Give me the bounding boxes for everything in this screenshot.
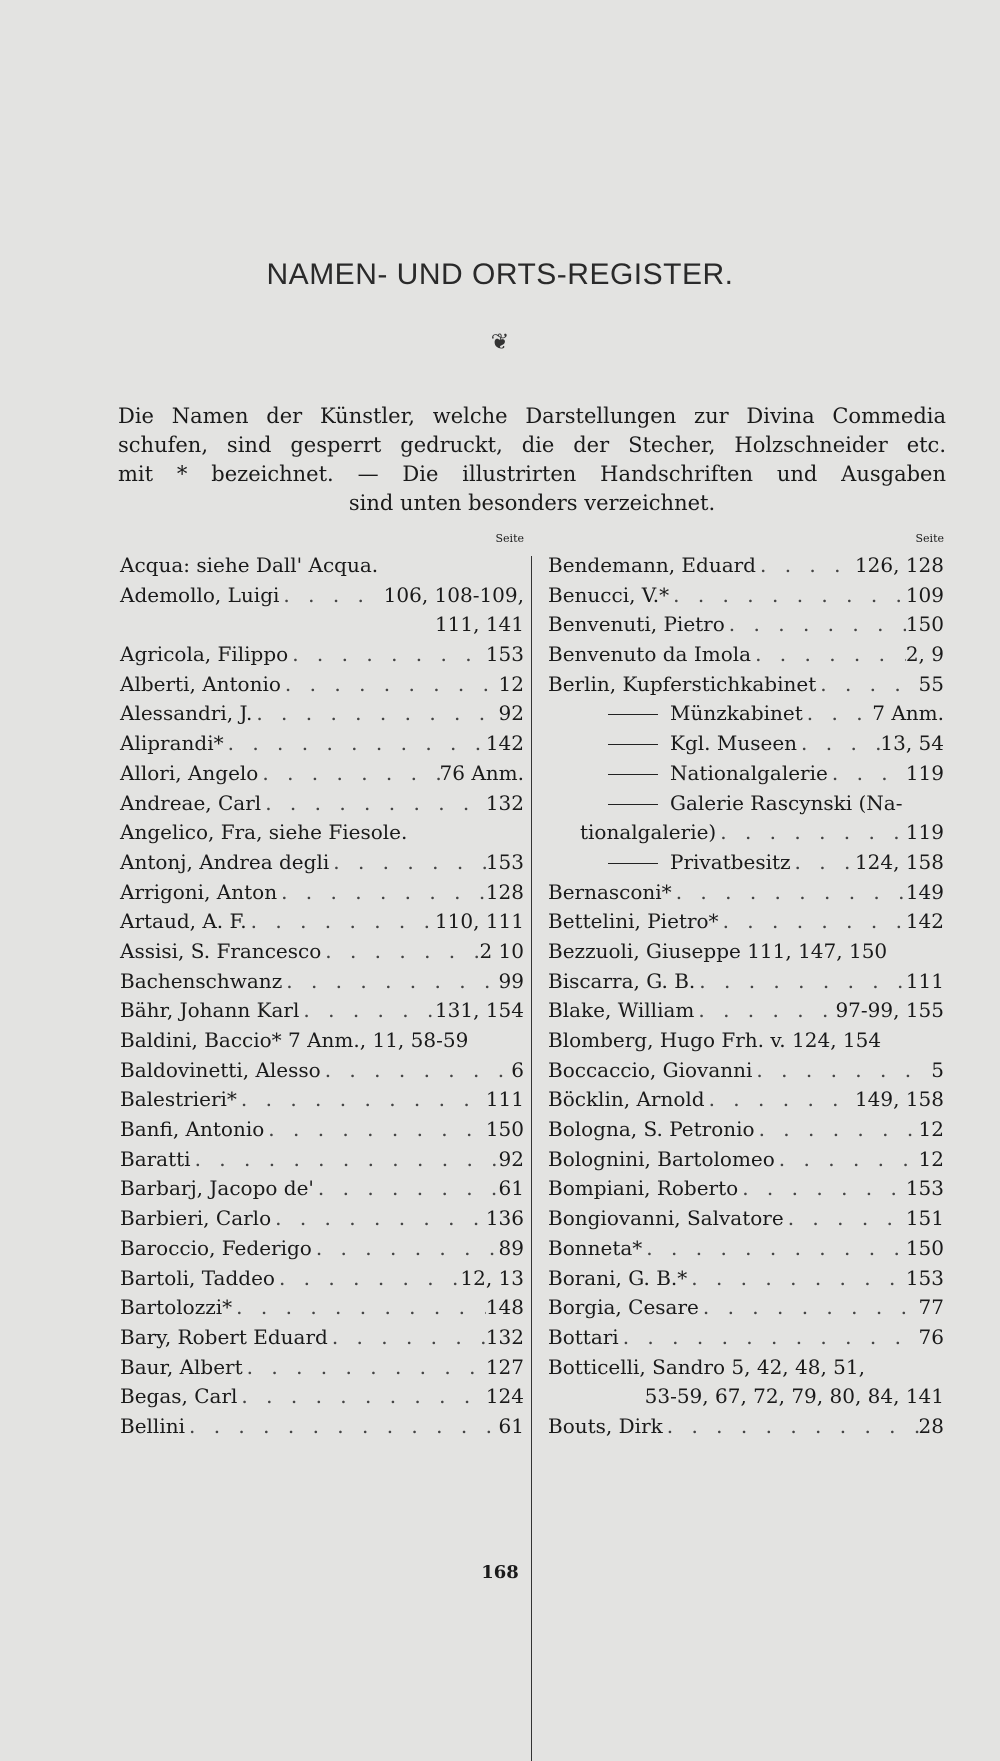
entry-pages: 2 10 [479, 938, 524, 963]
entry-name-text: Andreae, Carl [120, 790, 262, 815]
entry-pages: 13, 54 [880, 731, 944, 756]
leader-dots [314, 1174, 499, 1204]
leader-dots [816, 670, 918, 700]
leader-dots [271, 1204, 486, 1234]
leader-dots [687, 1264, 906, 1294]
index-entry [548, 1115, 944, 1145]
index-entry [120, 670, 524, 700]
entry-name-text: Bottari [548, 1324, 619, 1349]
index-entry [548, 907, 944, 937]
index-entry [120, 1234, 524, 1264]
entry-pages: 132 [485, 790, 524, 815]
index-entry [120, 848, 524, 878]
entry-name-text: Banfi, Antonio [120, 1117, 265, 1142]
leader-dots [694, 996, 835, 1026]
leader-dots [775, 1145, 919, 1175]
entry-name [120, 1412, 185, 1442]
entry-name [548, 1056, 752, 1086]
entry-name [548, 996, 694, 1026]
left-entry-list [120, 551, 524, 1442]
ditto-dash [608, 774, 658, 775]
entry-name-text: Blomberg, Hugo Frh. v. 124, 154 [548, 1028, 882, 1052]
leader-dots [299, 996, 435, 1026]
entry-name-text: Kgl. Museen [670, 731, 798, 756]
entry-pages: 12 [498, 671, 524, 696]
entry-name-text: Galerie Rascynski (Na- [670, 790, 903, 815]
entry-name [548, 1323, 619, 1353]
entry-name [548, 551, 756, 581]
entry-name-text: Bartoli, Taddeo [120, 1265, 275, 1290]
index-entry [120, 967, 524, 997]
entry-name [548, 818, 716, 848]
leader-dots [275, 1264, 460, 1294]
entry-name-text: Bary, Robert Eduard [120, 1324, 328, 1349]
leader-dots [237, 1085, 486, 1115]
entry-name [120, 878, 277, 908]
entry-name [120, 581, 279, 611]
entry-name [120, 1056, 321, 1086]
index-entry [120, 878, 524, 908]
entry-name-text: Blake, William [548, 998, 695, 1023]
entry-name-text: Begas, Carl [120, 1384, 238, 1409]
index-entry [548, 551, 944, 581]
index-entry [120, 1026, 524, 1056]
entry-pages: 132 [485, 1324, 524, 1349]
leader-dots [695, 967, 906, 997]
entry-name [548, 789, 903, 819]
column-header-seite: Seite [495, 532, 524, 545]
entry-name [120, 1293, 232, 1323]
entry-name [120, 1085, 237, 1115]
index-entry [548, 670, 944, 700]
entry-name [120, 1264, 275, 1294]
intro-line-1: Die Namen der Künstler, welche Darstellungen zur Divina Commedia [118, 404, 946, 428]
leader-dots [185, 1412, 499, 1442]
leader-dots [232, 1293, 486, 1323]
index-entry [120, 1353, 524, 1383]
entry-pages: 6 [511, 1057, 524, 1082]
leader-dots [716, 818, 906, 848]
leader-dots [669, 581, 906, 611]
entry-name-text: Benvenuti, Pietro [548, 612, 725, 637]
entry-name-text: Allori, Angelo [120, 760, 259, 785]
entry-name-text: Aliprandi* [120, 731, 224, 756]
entry-pages: 150 [905, 1235, 944, 1260]
entry-name-text: Baroccio, Federigo [120, 1235, 312, 1260]
index-entry [548, 789, 944, 819]
index-entry [548, 848, 944, 878]
entry-name-text: Boccaccio, Giovanni [548, 1057, 753, 1082]
entry-pages: 153 [905, 1176, 944, 1201]
entry-name [120, 996, 299, 1026]
entry-name [120, 1174, 314, 1204]
index-entry [548, 1026, 944, 1056]
leader-dots [642, 1234, 906, 1264]
leader-dots [752, 1056, 931, 1086]
entry-pages: 110, 111 [434, 909, 524, 934]
entry-name-text: Angelico, Fra, siehe Fiesole. [120, 820, 408, 845]
leader-dots [258, 759, 439, 789]
entry-pages: 127 [485, 1354, 524, 1379]
entry-name-text: Bompiani, Roberto [548, 1176, 739, 1201]
entry-name [548, 1204, 784, 1234]
entry-name [548, 1412, 663, 1442]
entry-pages: 149 [905, 879, 944, 904]
entry-pages: 5 [931, 1057, 944, 1082]
entry-name-text: Balestrieri* [120, 1087, 237, 1112]
entry-name [548, 610, 725, 640]
index-entry [120, 1264, 524, 1294]
entry-name [120, 729, 224, 759]
index-entry [548, 818, 944, 848]
entry-name [120, 759, 258, 789]
entry-pages: 61 [498, 1413, 524, 1438]
entry-pages: 7 Anm. [872, 701, 944, 726]
index-entry [548, 1056, 944, 1086]
entry-name [548, 937, 887, 967]
leader-dots [328, 1323, 486, 1353]
leader-dots [756, 551, 855, 581]
leader-dots [699, 1293, 919, 1323]
entry-pages: 89 [498, 1235, 524, 1260]
index-entry [120, 640, 524, 670]
entry-pages: 111 [485, 1087, 524, 1112]
leader-dots [288, 640, 486, 670]
entry-pages: 136 [485, 1206, 524, 1231]
index-entry [548, 581, 944, 611]
intro-line-4: sind unten besonders verzeichnet. [348, 491, 716, 515]
entry-pages: 153 [905, 1265, 944, 1290]
left-column [120, 531, 524, 1442]
entry-pages: 111, 141 [434, 612, 524, 637]
entry-name-text: Barbieri, Carlo [120, 1206, 272, 1231]
leader-dots [279, 581, 383, 611]
index-entry [120, 937, 524, 967]
entry-pages: 92 [498, 701, 524, 726]
entry-name [120, 1382, 237, 1412]
ditto-dash [608, 714, 658, 715]
leader-dots [321, 937, 479, 967]
leader-dots [619, 1323, 919, 1353]
index-entry [120, 759, 524, 789]
entry-name-text: Alessandri, J. [120, 701, 253, 726]
entry-name-text: tionalgalerie) [580, 820, 717, 845]
entry-name-text: Biscarra, G. B. [548, 968, 696, 993]
leader-dots [803, 699, 872, 729]
entry-name-text: Agricola, Filippo [120, 642, 289, 667]
entry-pages: 151 [905, 1206, 944, 1231]
leader-dots [705, 1085, 855, 1115]
index-entry [120, 1293, 524, 1323]
index-entry [548, 1085, 944, 1115]
entry-pages: 148 [485, 1295, 524, 1320]
index-entry [548, 1293, 944, 1323]
leader-dots [738, 1174, 906, 1204]
entry-name [120, 670, 281, 700]
entry-pages: 142 [485, 731, 524, 756]
entry-name [120, 1115, 264, 1145]
entry-pages: 99 [498, 968, 524, 993]
leader-dots [264, 1115, 486, 1145]
leader-dots [719, 907, 906, 937]
leader-dots [784, 1204, 906, 1234]
entry-name [120, 848, 329, 878]
leader-dots [277, 878, 486, 908]
entry-name [548, 581, 669, 611]
entry-name [120, 1026, 468, 1056]
entry-pages: 12 [918, 1117, 944, 1142]
entry-name [548, 1234, 642, 1264]
leader-dots [237, 1382, 485, 1412]
index-entry [120, 1204, 524, 1234]
entry-name [120, 818, 407, 848]
leader-dots [312, 1234, 499, 1264]
entry-name-text: Berlin, Kupferstichkabinet [548, 671, 817, 696]
index-entry [120, 1085, 524, 1115]
index-entry [120, 1412, 524, 1442]
entry-name [120, 789, 261, 819]
entry-name-text: Nationalgalerie [670, 760, 828, 785]
entry-pages: 106, 108-109, [383, 582, 524, 607]
entry-pages: 77 [918, 1295, 944, 1320]
entry-pages: 109 [905, 582, 944, 607]
entry-name-text: Baur, Albert [120, 1354, 243, 1379]
leader-dots [281, 670, 499, 700]
right-column [548, 531, 944, 1442]
entry-pages: 92 [498, 1146, 524, 1171]
index-entry [120, 818, 524, 848]
entry-name-text: Privatbesitz [670, 849, 791, 874]
leader-dots [751, 640, 906, 670]
index-entry [120, 1382, 524, 1412]
entry-name [548, 759, 828, 789]
entry-name-text: Antonj, Andrea degli [120, 849, 330, 874]
entry-pages: 142 [905, 909, 944, 934]
entry-name-text: Assisi, S. Francesco [120, 938, 322, 963]
leader-dots [797, 729, 880, 759]
index-entry [548, 967, 944, 997]
entry-name [548, 640, 751, 670]
entry-name [548, 967, 695, 997]
index-entry [548, 1412, 944, 1442]
leader-dots [191, 1145, 499, 1175]
entry-name-text: Bouts, Dirk [548, 1413, 663, 1438]
entry-pages: 76 [918, 1324, 944, 1349]
entry-name [548, 729, 797, 759]
entry-name-text: Bongiovanni, Salvatore [548, 1206, 784, 1231]
index-entry [548, 1145, 944, 1175]
entry-name [120, 967, 282, 997]
entry-name-text: Botticelli, Sandro 5, 42, 48, 51, [548, 1354, 865, 1379]
entry-pages: 12, 13 [460, 1265, 524, 1290]
entry-name [120, 1204, 271, 1234]
entry-name-text: Böcklin, Arnold [548, 1087, 705, 1112]
index-entry [120, 996, 524, 1026]
page-number: 168 [481, 1562, 519, 1583]
entry-name-text: Benucci, V.* [548, 582, 670, 607]
index-entry [120, 551, 524, 581]
entry-name [548, 670, 816, 700]
entry-name [548, 1353, 865, 1383]
index-entry [120, 581, 524, 611]
leader-dots [224, 729, 486, 759]
entry-pages: 2, 9 [905, 642, 944, 667]
entry-name [120, 1323, 328, 1353]
entry-pages: 119 [905, 760, 944, 785]
index-entry [548, 1264, 944, 1294]
ditto-dash [608, 863, 658, 864]
index-entry [120, 699, 524, 729]
entry-name [120, 937, 321, 967]
index-entry [548, 1234, 944, 1264]
entry-name-text: Benvenuto da Imola [548, 642, 752, 667]
entry-pages: 153 [485, 849, 524, 874]
entry-name [548, 1293, 699, 1323]
index-entry [120, 789, 524, 819]
entry-name-text: Bendemann, Eduard [548, 553, 756, 577]
entry-name-text: Bologna, S. Petronio [548, 1117, 755, 1142]
entry-pages: 150 [905, 612, 944, 637]
entry-name-text: Bezzuoli, Giuseppe 111, 147, 150 [548, 938, 888, 963]
leader-dots [791, 848, 855, 878]
entry-name [548, 1264, 687, 1294]
leader-dots [329, 848, 486, 878]
entry-pages: 124, 158 [854, 849, 944, 874]
intro-line-2: schufen, sind gesperrt gedruckt, die der Stecher, Holzschneider etc. [118, 433, 946, 457]
leader-dots [755, 1115, 919, 1145]
entry-name [548, 1174, 738, 1204]
ornament-icon: ❦ [490, 330, 510, 355]
entry-name-text: Borgia, Cesare [548, 1295, 699, 1320]
entry-name [120, 699, 252, 729]
leader-dots [663, 1412, 919, 1442]
leader-dots [672, 878, 906, 908]
entry-name-text: Bonneta* [548, 1235, 643, 1260]
index-entry [548, 640, 944, 670]
entry-pages: 124 [485, 1384, 524, 1409]
entry-pages: 111 [905, 968, 944, 993]
leader-dots [828, 759, 906, 789]
entry-pages: 53-59, 67, 72, 79, 80, 84, 141 [644, 1384, 944, 1409]
entry-pages: 153 [485, 642, 524, 667]
entry-pages: 61 [498, 1176, 524, 1201]
index-entry [548, 1353, 944, 1383]
index-entry [548, 610, 944, 640]
entry-name-text: Ademollo, Luigi [120, 582, 280, 607]
entry-name-text: Baldini, Baccio* 7 Anm., 11, 58-59 [120, 1028, 469, 1052]
entry-pages: 12 [918, 1146, 944, 1171]
entry-name-text: Barbarj, Jacopo de' [120, 1176, 314, 1201]
index-entry [548, 759, 944, 789]
index-entry [120, 610, 524, 640]
entry-name-text: Bolognini, Bartolomeo [548, 1146, 775, 1171]
index-entry [548, 699, 944, 729]
entry-name-text: Bachenschwanz [120, 968, 283, 993]
intro-line-3: mit * bezeichnet. — Die illustrirten Handschriften und Ausgaben [118, 462, 946, 486]
entry-pages: 55 [918, 671, 944, 696]
entry-name [120, 551, 378, 581]
entry-name-text: Bernasconi* [548, 879, 672, 904]
intro-paragraph [118, 402, 946, 518]
entry-name [548, 1115, 755, 1145]
index-entry [548, 1204, 944, 1234]
entry-pages: 131, 154 [434, 998, 524, 1023]
column-header-seite: Seite [915, 532, 944, 545]
entry-name-text: Artaud, A. F. [120, 909, 247, 934]
index-entry [120, 1115, 524, 1145]
leader-dots [243, 1353, 486, 1383]
entry-name-text: Alberti, Antonio [120, 671, 281, 696]
entry-name-text: Baldovinetti, Alesso [120, 1057, 321, 1082]
ditto-dash [608, 804, 658, 805]
index-entry [548, 1382, 944, 1412]
leader-dots [282, 967, 498, 997]
entry-pages: 126, 128 [854, 553, 944, 577]
entry-name [548, 1026, 881, 1056]
leader-dots [252, 699, 498, 729]
entry-name [548, 848, 791, 878]
entry-name [548, 699, 803, 729]
entry-name-text: Bartolozzi* [120, 1295, 233, 1320]
index-entry [120, 907, 524, 937]
entry-pages: 28 [918, 1413, 944, 1438]
index-entry [548, 996, 944, 1026]
entry-name-text: Baratti [120, 1146, 191, 1171]
index-entry [548, 878, 944, 908]
entry-pages: 76 Anm. [439, 760, 524, 785]
index-entry [120, 1145, 524, 1175]
ditto-dash [608, 744, 658, 745]
leader-dots [321, 1056, 512, 1086]
entry-name [120, 1145, 191, 1175]
entry-pages: 97-99, 155 [835, 998, 944, 1023]
index-entry [120, 1323, 524, 1353]
entry-name-text: Münzkabinet [670, 701, 803, 726]
index-entry [120, 729, 524, 759]
leader-dots [725, 610, 906, 640]
entry-name-text: Borani, G. B.* [548, 1265, 688, 1290]
index-entry [120, 1056, 524, 1086]
entry-name [120, 640, 288, 670]
leader-dots [261, 789, 486, 819]
entry-name [120, 1353, 243, 1383]
leader-dots [247, 907, 435, 937]
entry-pages: 149, 158 [854, 1087, 944, 1112]
index-entry [548, 937, 944, 967]
entry-name-text: Bellini [120, 1413, 185, 1438]
entry-name-text: Bettelini, Pietro* [548, 909, 719, 934]
entry-name [548, 1085, 705, 1115]
entry-name [120, 907, 247, 937]
entry-name-text: Acqua: siehe Dall' Acqua. [120, 553, 379, 577]
index-entry [548, 729, 944, 759]
entry-name [548, 907, 719, 937]
index-entry [120, 1174, 524, 1204]
entry-name [120, 1234, 312, 1264]
entry-name [548, 878, 672, 908]
entry-name [548, 1145, 775, 1175]
right-entry-list [548, 551, 944, 1442]
page-title: NAMEN- UND ORTS-REGISTER. [266, 258, 734, 291]
index-entry [548, 1323, 944, 1353]
index-entry [548, 1174, 944, 1204]
entry-pages: 150 [485, 1117, 524, 1142]
entry-name-text: Arrigoni, Anton [120, 879, 278, 904]
entry-pages: 119 [905, 820, 944, 845]
entry-pages: 128 [485, 879, 524, 904]
entry-name-text: Bähr, Johann Karl [120, 998, 300, 1023]
